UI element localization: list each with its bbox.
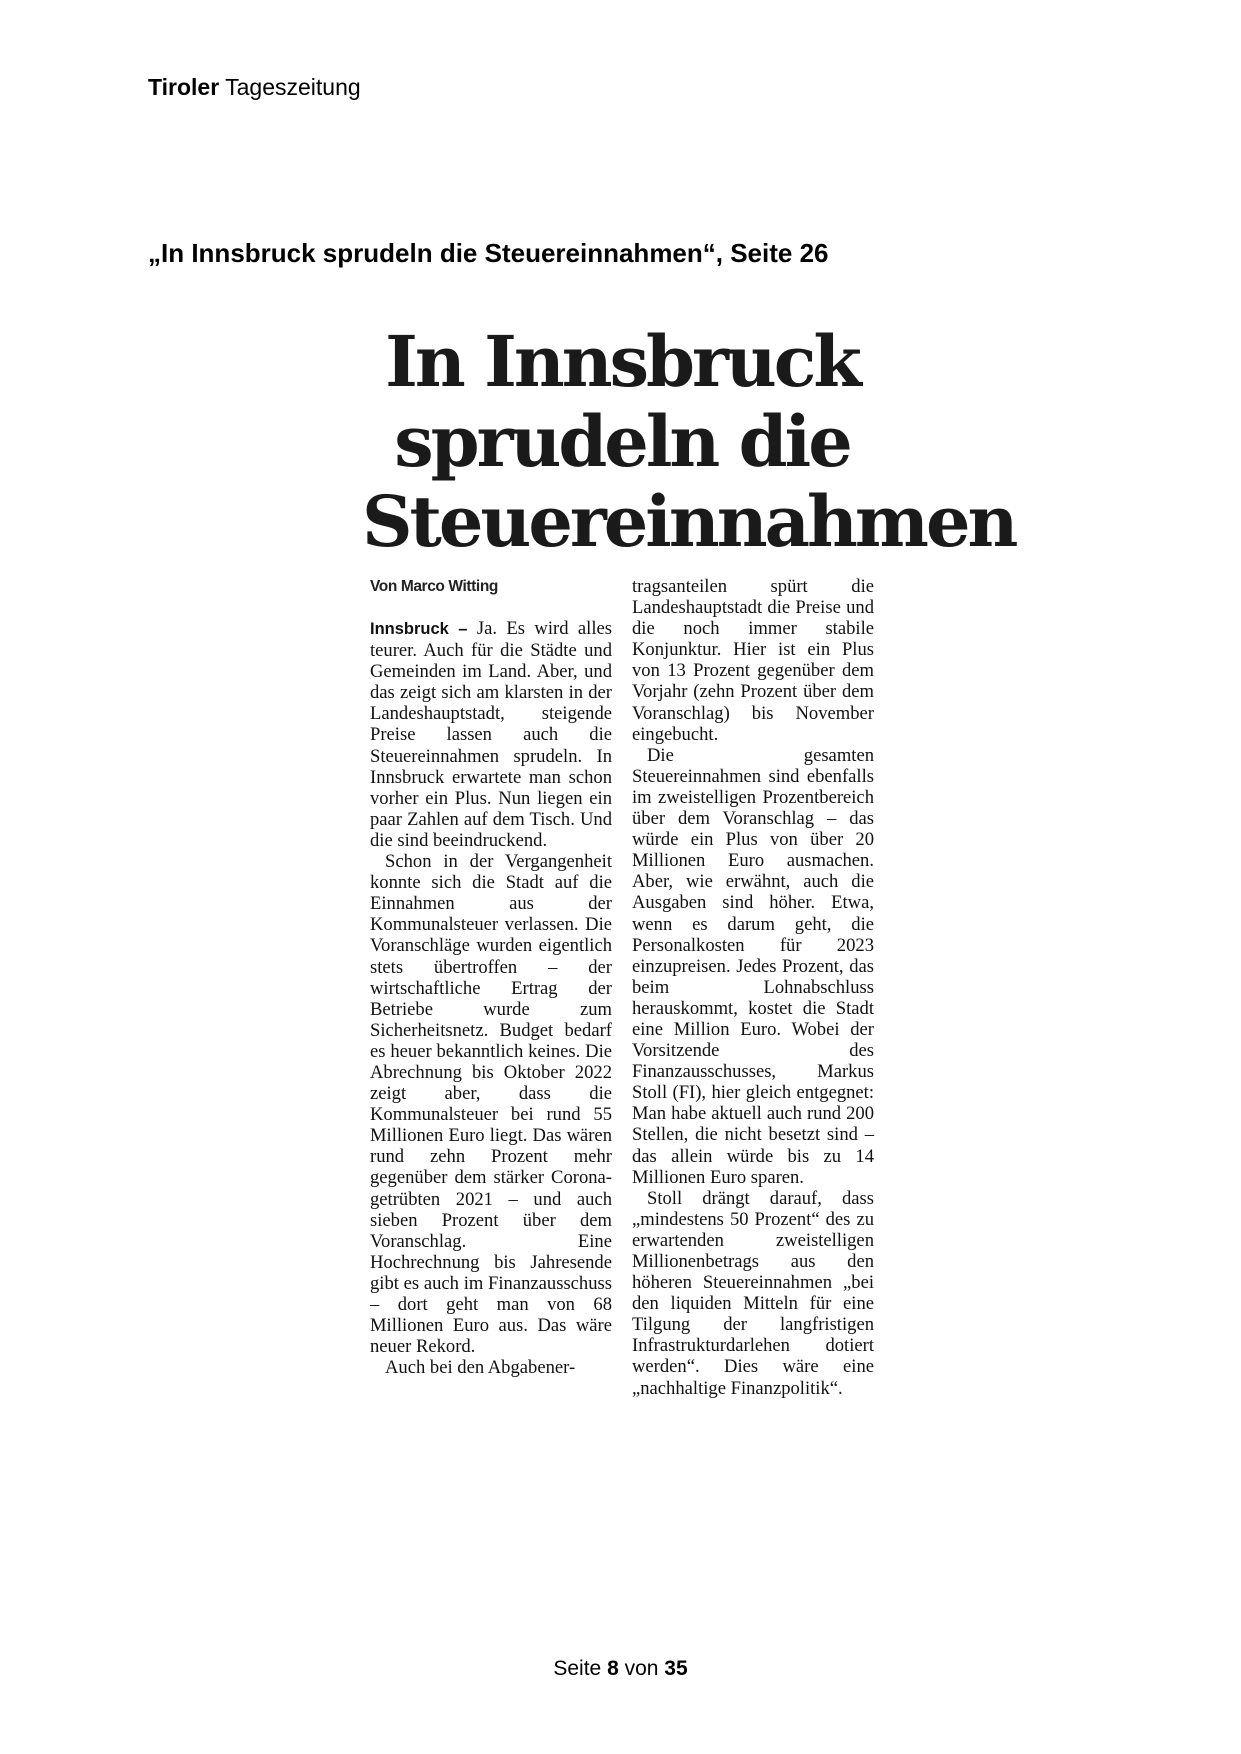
article-columns [370,576,874,1399]
page-of-label: von [624,1657,659,1680]
article-paragraph: Schon in der Vergangenheit konnte sich die Stadt auf die Einnahmen aus der Kommunalsteuer verlassen. Die Voranschläge wurden eigentlich stets übertroffen – der wirtschaftliche Ertrag der Betriebe wurde zum Sicherheitsnetz. Budget bedarf es heuer bekanntlich keines. Die Abrechnung bis Oktober 2022 zeigt aber, dass die Kommunalsteuer bei rund 55 Millionen Euro liegt. Das wären rund zehn Prozent mehr gegenüber dem stärker Corona-getrübten 2021 – und auch sieben Prozent über dem Voranschlag. Eine Hochrechnung bis Jahresende gibt es auch im Finanzausschuss – dort geht man von 68 Millionen Euro aus. Das wäre neuer Rekord. [370,851,612,1358]
byline: Von Marco Witting [370,578,498,595]
dateline: Innsbruck – [370,620,468,638]
paragraph-text: Ja. Es wird alles teurer. Auch für die Städte und Gemeinden im Land. Aber, und das zeigt sich am klarsten in der Landeshauptstadt, steigende Preise lassen auch die Steuereinnahmen sprudeln. In Innsbruck erwartete man schon vorher ein Plus. Nun liegen ein paar Zahlen auf dem Tisch. Und die sind beeindruckend. [370,618,612,851]
publication-header [148,72,361,102]
article-paragraph: Die gesamten Steuereinnahmen sind ebenfalls im zweistelligen Prozentbereich über dem Voranschlag – das würde ein Plus von über 20 Millionen Euro ausmachen. Aber, wie erwähnt, auch die Ausgaben sind höher. Etwa, wenn es darum geht, die Personalkosten für 2023 einzupreisen. Jedes Prozent, das beim Lohnabschluss herauskommt, kostet die Stadt eine Million Euro. Wobei der Vorsitzende des Finanzausschusses, Markus Stoll (FI), hier gleich entgegnet: Man habe aktuell auch rund 200 Stellen, die nicht besetzt sind – das allein würde bis zu 14 Millionen Euro sparen. [632,744,874,1188]
headline-line-2: sprudeln die [394,400,850,483]
total-page-count: 35 [664,1657,688,1680]
document-title: „In Innsbruck sprudeln die Steuereinnahmen“, Seite 26 [148,238,829,268]
publication-name-rest: Tageszeitung [225,74,361,100]
article-paragraph: Stoll drängt darauf, dass „mindestens 50 Prozent“ des zu erwartenden zweistelligen Millionenbetrags aus den höheren Steuereinnahmen „bei den liquiden Mitteln für eine Tilgung der langfristigen Infrastrukturdarlehen dotiert werden“. Dies wäre eine „nachhaltige Finanzpolitik“. [632,1187,874,1399]
page-label: Seite [553,1657,602,1680]
article-paragraph: Auch bei den Abgabener- [385,1357,576,1379]
article-column-1 [370,576,612,1399]
headline-line-3: Steuereinnahmen [362,480,1016,563]
article-paragraph [370,618,612,851]
current-page-number: 8 [607,1657,619,1680]
article-column-2 [632,576,874,1399]
page-number-footer [0,1655,1241,1683]
headline-line-1: In Innsbruck [385,320,859,403]
article-paragraph: tragsanteilen spürt die Landeshauptstadt die Preise und die noch immer stabile Konjunktur. Hier ist ein Plus von 13 Prozent gegenüber dem Vorjahr (zehn Prozent über dem Voranschlag) bis November eingebucht. [632,576,874,745]
newspaper-clipping [362,320,1016,1402]
article-headline [362,320,1016,563]
publication-name-bold: Tiroler [148,74,220,100]
